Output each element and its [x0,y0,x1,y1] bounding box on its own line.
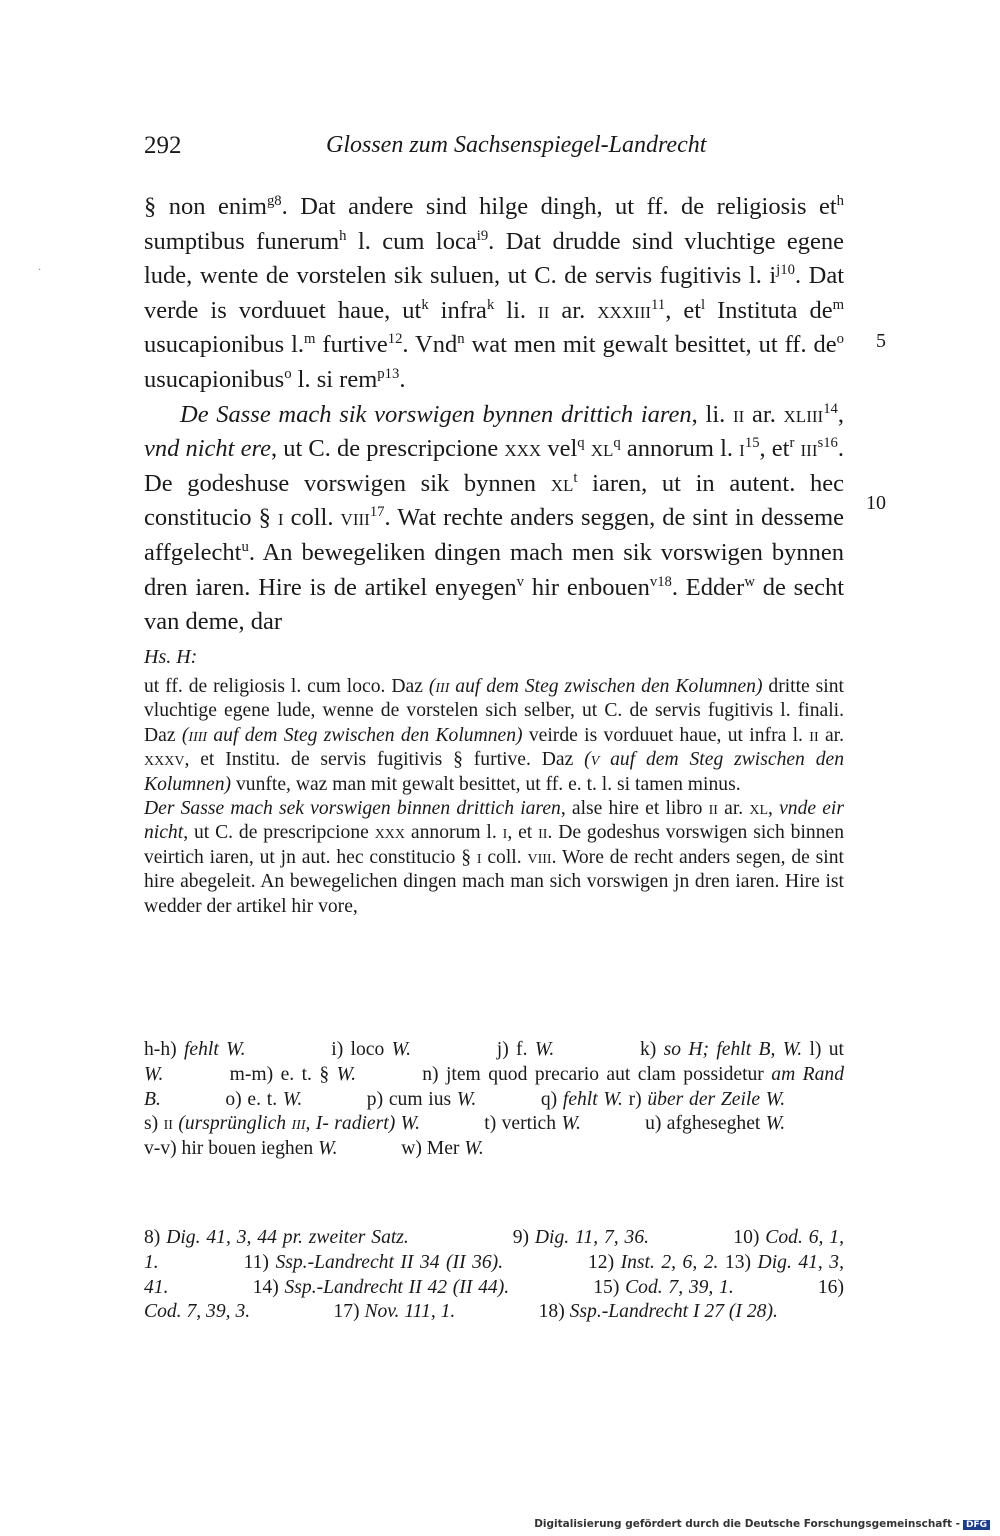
manuscript-label: Hs. H: [144,646,198,668]
manuscript-paragraph: Der Sasse mach sek vorswigen binnen drittich iaren, alse hire et libro ii ar. xl, vnde eir nicht, ut C. de prescripcione xxx annorum l. i, et ii. De godeshus vorswigen sich binnen veirtich iaren, ut jn aut. hec constitucio § i coll. viii. Wore de recht anders segen, de sint hire abegeleit. An bewegelichen dingen mach man sich vorswigen jn dren iaren. Hire ist wedder der artikel hir vore, [144,798,844,917]
dfg-logo: DFG [963,1520,990,1530]
scan-speck: · [38,265,42,276]
manuscript-text [144,675,844,919]
line-number: 5 [876,330,886,352]
page-number: 292 [144,132,182,159]
critical-apparatus: h-h) fehlt W. i) loco W. j) f. W. k) so H; fehlt B, W. l) ut W. m-m) e. t. § W. n) jtem quod precario aut clam possidetur am Rand B. o) e. t. W. p) cum ius W. q) fehlt W. r) über der Zeile W. s) ii (ursprünglich iii, I- radiert) W. t) vertich W. u) afgheseghet W. v-v) hir bouen ieghen W. w) Mer W. [144,1039,844,1160]
digitization-credit [534,1518,990,1530]
credit-text: Digitalisierung gefördert durch die Deutsche Forschungsgemeinschaft - [534,1518,960,1530]
manuscript-paragraph: ut ff. de religiosis l. cum loco. Daz (iii auf dem Steg zwischen den Kolumnen) dritte sint vluchtige egene lude, wenne de vorstelen sich selber, ut C. de servis fugitivis l. finali. Daz (iiii auf dem Steg zwischen den Kolumnen) veirde is vorduuet haue, ut infra l. ii ar. xxxv, et Institu. de servis fugitivis § furtive. Daz (v auf dem Steg zwischen den Kolumnen) vunfte, waz man mit gewalt besittet, ut ff. e. t. l. si tamen minus. [144,676,845,795]
source-notes: 8) Dig. 41, 3, 44 pr. zweiter Satz. 9) Dig. 11, 7, 36. 10) Cod. 6, 1, 1. 11) Ssp.-Landrecht II 34 (II 36). 12) Inst. 2, 6, 2. 13) Dig. 41, 3, 41. 14) Ssp.-Landrecht II 42 (II 44). 15) Cod. 7, 39, 1. 16) Cod. 7, 39, 3. 17) Nov. 111, 1. 18) Ssp.-Landrecht I 27 (I 28). [144,1227,844,1323]
main-text [144,190,844,640]
line-number: 10 [866,492,886,514]
main-paragraph: § non enim$^{g8}$. Dat andere sind hilge dingh, ut ff. de religiosis $et^h$ sumptibus funerum$^h$ l. cum loca$^{i9}$. Dat drudde sind vluchtige egene lude, wente de vorstelen sik suluen, ut C. de servis fugitivis l. $i^{j10}$. Dat verde is vorduuet haue, $ut^k$ infra$^k$ li. ii ar. xxxiii$^{11}$, $et^l$ Instituta $de^m$ usucapionibus l.$^m$ furtive$^{12}$. Vnd$^n$ wat men mit gewalt besittet, ut ff. $de^o$ usucapionibus$^o$ l. si rem$^{p13}$. [144,192,845,393]
main-paragraph: De Sasse mach sik vorswigen bynnen drittich iaren, li. ii ar. xliii$^{14}$, vnd nicht ere, ut C. de prescripcione xxx vel$^q$ $xl^q$ annorum l. $i^{15}$, $et^r$ iii$^{s16}$. De godeshuse vorswigen sik bynnen $xl^t$ iaren, ut in autent. hec constitucio § i coll. viii$^{17}$. Wat rechte anders seggen, de sint in desseme affgelecht$^u$. An bewegeliken dingen mach men sik vorswigen bynnen dren iaren. Hire is de artikel enyegen$^v$ hir enbouen$^{v18}$. Edder$^w$ de secht van deme, dar [144,400,845,636]
running-title: Glossen zum Sachsenspiegel-Landrecht [326,132,707,158]
